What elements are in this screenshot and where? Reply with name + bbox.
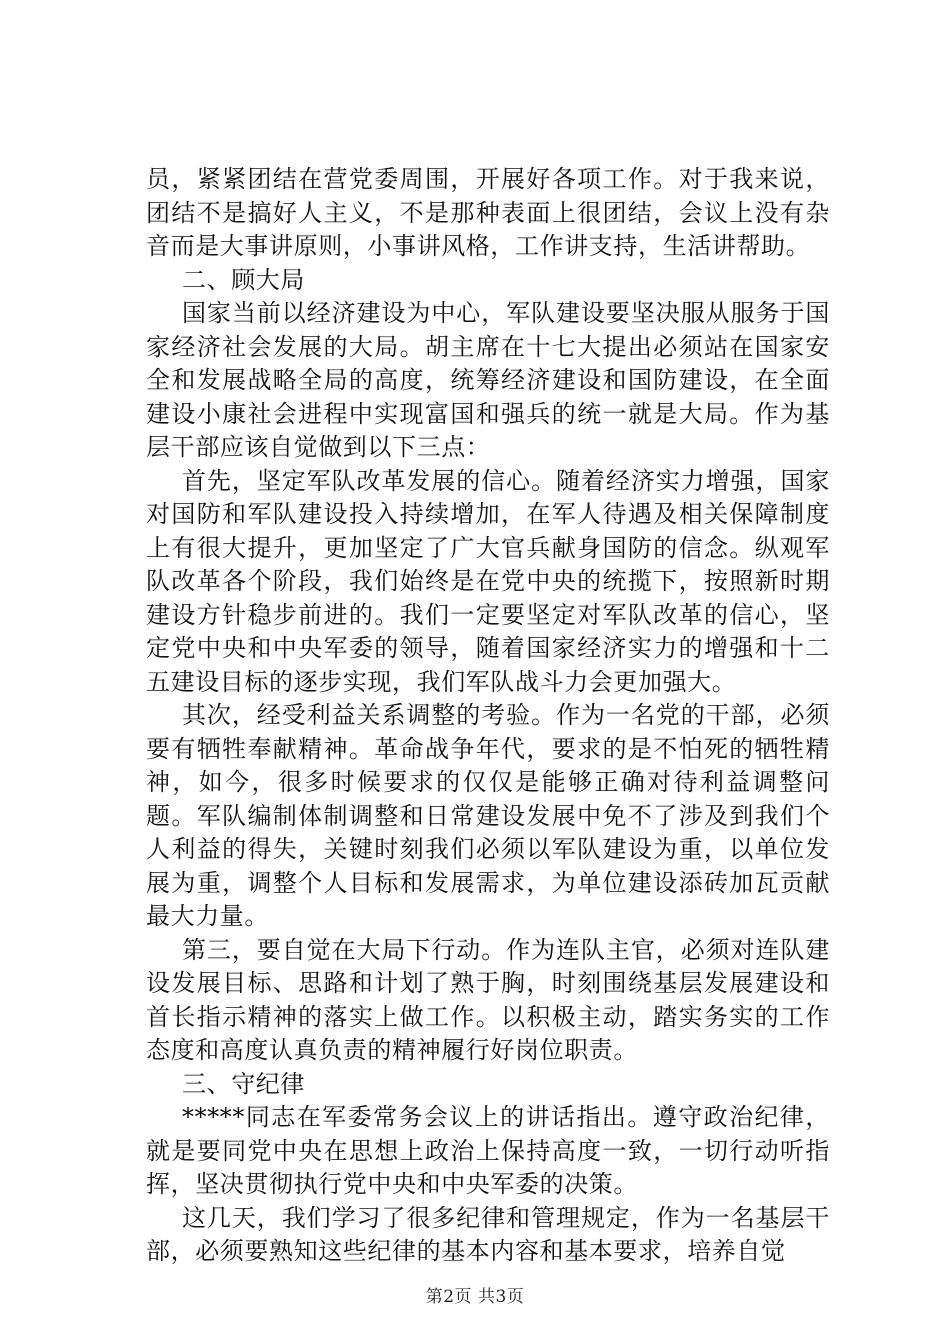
section-heading-2: 二、顾大局	[182, 265, 305, 294]
paragraph: 第三，要自觉在大局下行动。作为连队主官，必须对连队建设发展目标、思路和计划了熟于胸，时刻围绕基层发展建设和首长指示精神的落实上做工作。以积极主动，踏实务实的工作态度和高度认真负责的精神履行好岗位职责。	[146, 935, 830, 1064]
document-body	[146, 163, 830, 1269]
paragraph: *****同志在军委常务会议上的讲话指出。遵守政治纪律，就是要同党中央在思想上政治上保持高度一致，一切行动听指挥，坚决贯彻执行党中央和中央军委的决策。	[146, 1103, 830, 1198]
paragraph-continuation: 员，紧紧团结在营党委周围，开展好各项工作。对于我来说，团结不是搞好人主义，不是那种表面上很团结，会议上没有杂音而是大事讲原则，小事讲风格，工作讲支持，生活讲帮助。	[146, 165, 830, 260]
paragraph: 这几天，我们学习了很多纪律和管理规定，作为一名基层干部，必须要熟知这些纪律的基本内容和基本要求，培养自觉	[146, 1203, 830, 1265]
paragraph: 首先，坚定军队改革发展的信心。随着经济实力增强，国家对国防和军队建设投入持续增加，在军人待遇及相关保障制度上有很大提升，更加坚定了广大官兵献身国防的信念。纵观军队改革各个阶段，我们始终是在党中央的统揽下，按照新时期建设方针稳步前进的。我们一定要坚定对军队改革的信心，坚定党中央和中央军委的领导，随着国家经济实力的增强和十二五建设目标的逐步实现，我们军队战斗力会更加强大。	[146, 466, 830, 696]
section-heading-3: 三、守纪律	[182, 1069, 305, 1098]
page-number-footer: 第2页 共3页	[425, 1287, 525, 1307]
paragraph: 其次，经受利益关系调整的考验。作为一名党的干部，必须要有牺牲奉献精神。革命战争年代，要求的是不怕死的牺牲精神，如今，很多时候要求的仅仅是能够正确对待利益调整问题。军队编制体制调整和日常建设发展中免不了涉及到我们个人利益的得失，关键时刻我们必须以军队建设为重，以单位发展为重，调整个人目标和发展需求，为单位建设添砖加瓦贡献最大力量。	[146, 701, 830, 930]
paragraph: 国家当前以经济建设为中心，军队建设要坚决服从服务于国家经济社会发展的大局。胡主席在十七大提出必须站在国家安全和发展战略全局的高度，统筹经济建设和国防建设，在全面建设小康社会进程中实现富国和强兵的统一就是大局。作为基层干部应该自觉做到以下三点：	[146, 299, 830, 461]
